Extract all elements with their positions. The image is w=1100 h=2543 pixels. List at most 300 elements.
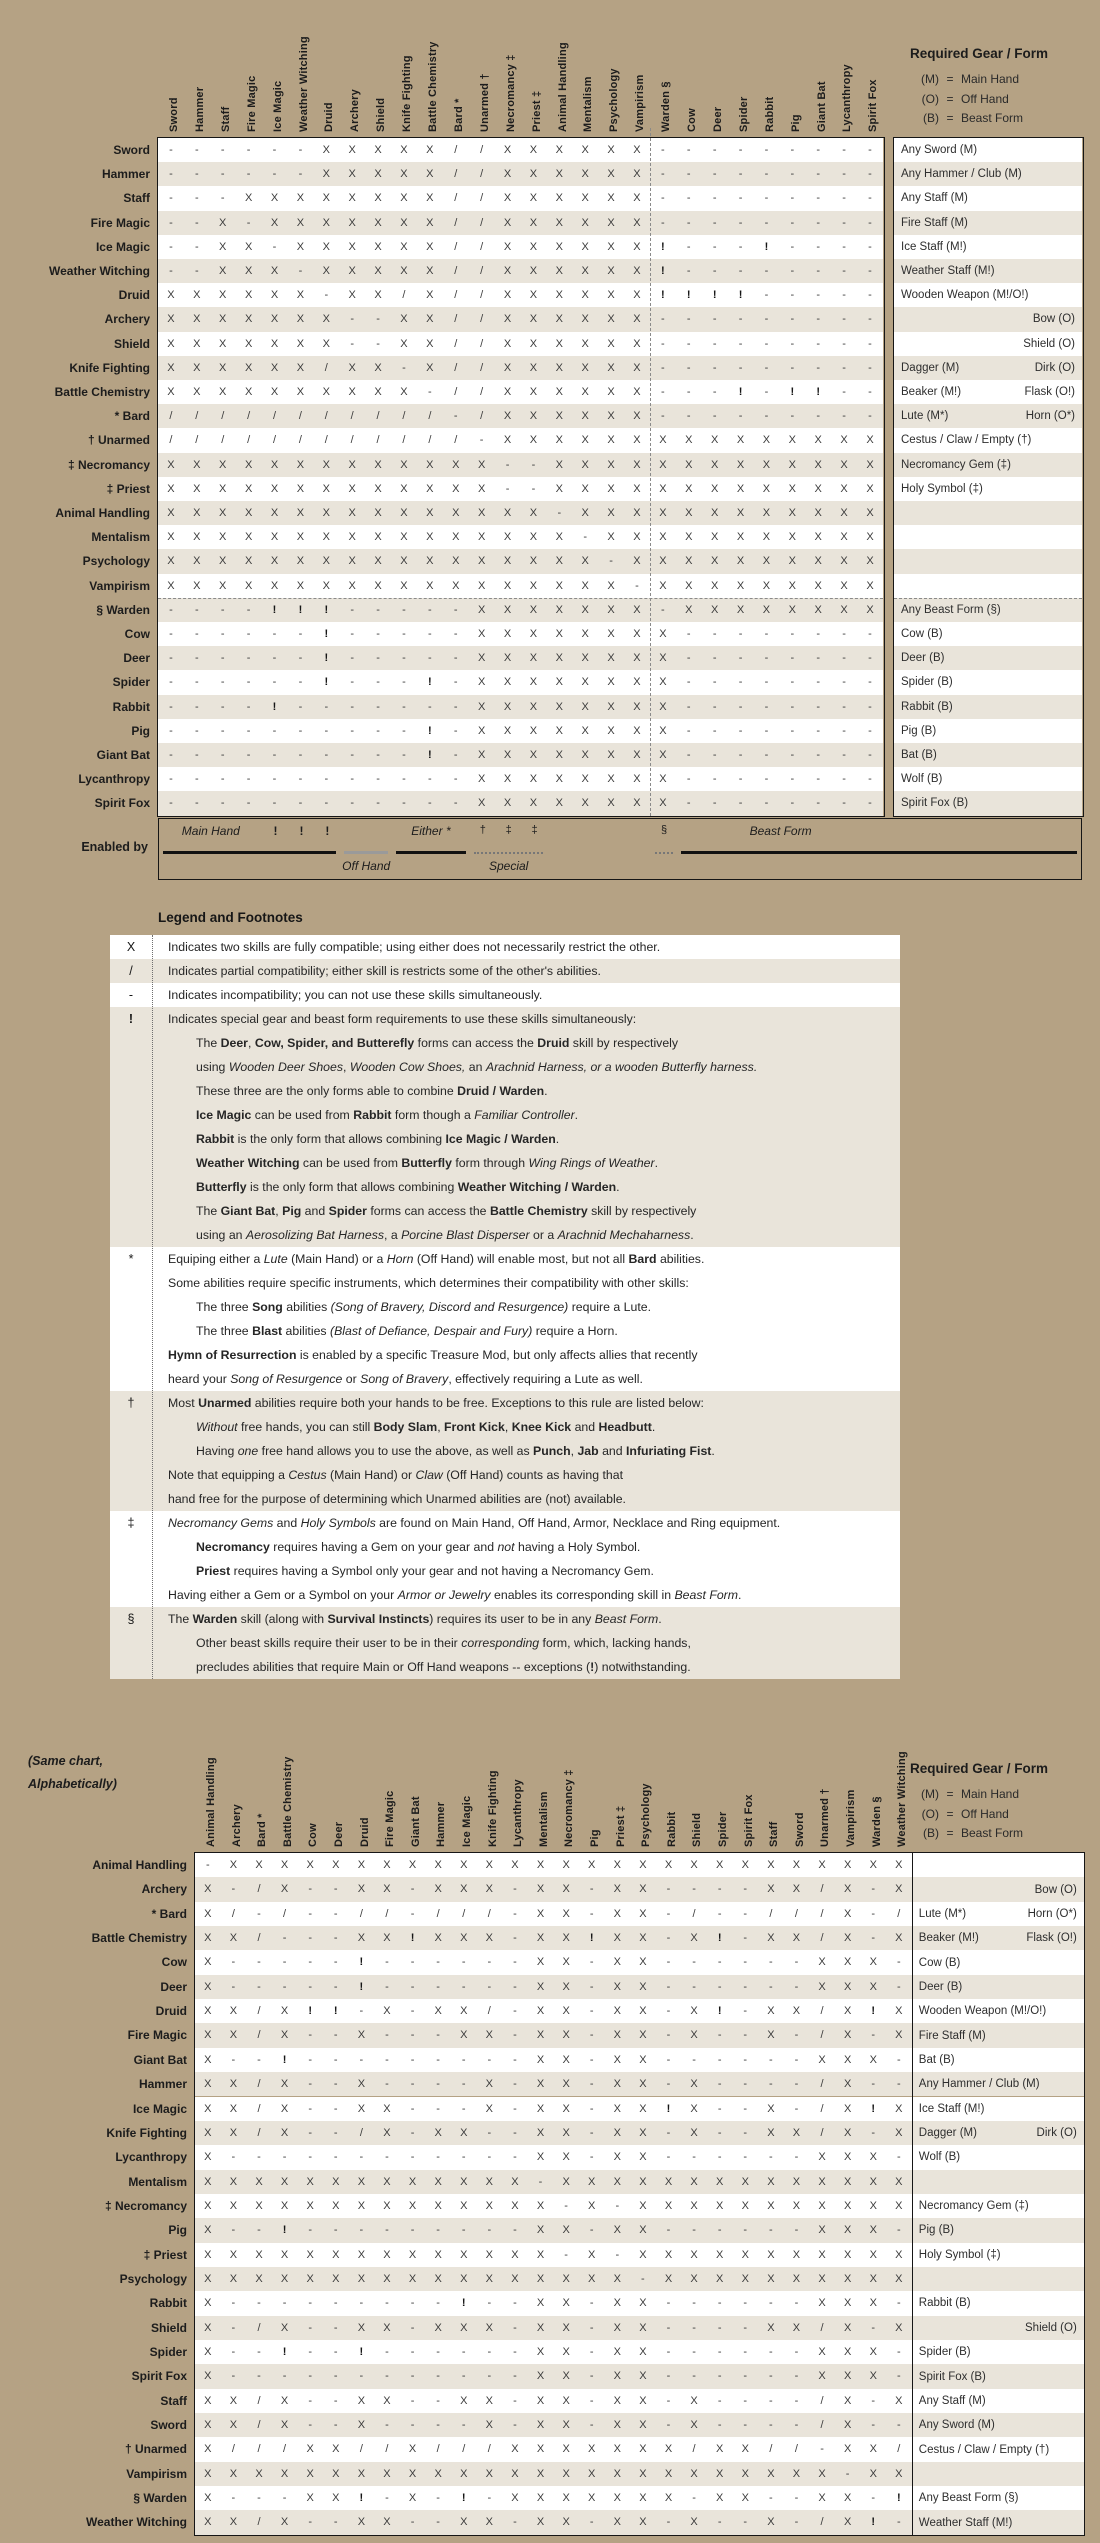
row-label: ‡ Necromancy [104, 2198, 187, 2213]
gear-main: Ice Staff (M!) [918, 2102, 985, 2115]
matrix-cell: X [503, 216, 512, 229]
matrix-cell: - [436, 2370, 440, 2383]
matrix-cell: X [280, 2078, 289, 2091]
matrix-cell: - [790, 361, 795, 374]
matrix-cell: X [536, 2272, 545, 2285]
matrix-cell: - [717, 2346, 722, 2358]
matrix-cell: - [513, 2029, 517, 2042]
matrix-cell: X [374, 168, 382, 181]
matrix-cell: - [308, 2370, 312, 2383]
matrix-cell: X [690, 2419, 698, 2432]
matrix-cell: - [195, 797, 199, 810]
matrix-cell: / [324, 361, 328, 374]
matrix-cell: X [229, 2199, 238, 2212]
gear-off: Horn (O*) [1027, 1907, 1077, 1920]
matrix-cell: X [659, 555, 667, 568]
matrix-cell: - [436, 2053, 440, 2066]
matrix-cell: - [589, 2029, 594, 2042]
column-header: Necromancy ‡ [504, 54, 517, 132]
matrix-cell: - [790, 168, 795, 181]
matrix-cell: / [221, 410, 225, 423]
matrix-cell: / [487, 2443, 491, 2456]
gear-legend-entry: (B) = Beast Form [923, 1826, 1024, 1840]
matrix-cell: X [741, 2272, 749, 2285]
matrix-cell: - [769, 1980, 773, 1993]
matrix-cell: - [308, 2102, 312, 2115]
matrix-cell: - [868, 797, 872, 810]
matrix-cell: X [503, 313, 512, 326]
legend-line: Ice Magic can be used from Rabbit form though a Familiar Controller. [196, 1108, 579, 1122]
matrix-cell: X [536, 2370, 545, 2383]
matrix-cell: - [324, 700, 329, 713]
matrix-cell: X [613, 1907, 621, 1920]
matrix-cell: - [871, 1883, 876, 1896]
matrix-cell: - [333, 2029, 338, 2042]
matrix-cell: - [246, 628, 251, 640]
matrix-cell: X [843, 2053, 852, 2066]
matrix-cell: X [348, 458, 356, 471]
matrix-cell: - [333, 2297, 338, 2310]
matrix-cell: X [383, 2175, 391, 2188]
matrix-cell: X [296, 507, 305, 519]
matrix-cell: - [686, 192, 691, 205]
matrix-cell: - [764, 700, 769, 713]
axis-segment-gray [344, 851, 388, 854]
gear-main: Cow (B) [918, 1956, 961, 1969]
matrix-cell: ! [324, 628, 329, 640]
matrix-cell: - [868, 386, 872, 398]
matrix-cell: X [193, 361, 201, 374]
matrix-cell: X [270, 482, 279, 495]
matrix-cell: - [794, 2346, 799, 2358]
row-label: Lycanthropy [115, 2150, 187, 2165]
matrix-cell: - [868, 337, 872, 350]
matrix-cell: - [257, 2053, 261, 2066]
matrix-cell: X [639, 2346, 647, 2358]
matrix-cell: - [272, 168, 277, 181]
matrix-cell: X [529, 700, 538, 713]
matrix-cell: X [536, 2224, 545, 2237]
matrix-cell: X [664, 2199, 673, 2212]
matrix-cell: - [842, 652, 846, 665]
matrix-cell: X [788, 555, 796, 568]
matrix-cell: X [426, 144, 434, 156]
row-label: Cow [124, 627, 150, 641]
matrix-cell: - [282, 2151, 287, 2164]
enabled-by-mark: † [479, 824, 486, 836]
matrix-cell: X [581, 240, 589, 253]
gear-off: Dirk (O) [1034, 361, 1075, 374]
column-header: Cow [307, 1823, 320, 1847]
matrix-cell: - [712, 144, 717, 156]
matrix-cell: / [257, 2005, 261, 2018]
legend-line: Necromancy Gems and Holy Symbols are found on Main Hand, Off Hand, Armor, Necklace and Ring equipment. [168, 1516, 781, 1530]
gear-main: Spider (B) [918, 2346, 971, 2359]
matrix-cell: / [480, 240, 484, 253]
matrix-cell: X [814, 458, 822, 471]
matrix-cell: / [454, 168, 458, 181]
matrix-cell: X [895, 2029, 903, 2042]
matrix-cell: / [820, 2102, 824, 2115]
matrix-cell: - [589, 2224, 594, 2237]
matrix-cell: X [710, 507, 719, 519]
matrix-cell: - [402, 361, 406, 374]
matrix-cell: - [790, 749, 795, 761]
matrix-cell: - [169, 724, 173, 737]
matrix-cell: X [244, 555, 253, 568]
matrix-cell: X [460, 2248, 468, 2261]
matrix-cell: - [896, 2370, 901, 2383]
matrix-cell: - [666, 2346, 671, 2358]
matrix-cell: - [738, 410, 743, 423]
matrix-cell: - [589, 2297, 594, 2310]
matrix-cell: - [842, 192, 846, 205]
matrix-cell: - [666, 2078, 671, 2091]
matrix-cell: - [195, 192, 199, 205]
matrix-cell: - [350, 652, 355, 665]
matrix-cell: - [231, 2492, 236, 2505]
matrix-cell: X [818, 2297, 826, 2310]
matrix-cell: - [333, 2370, 338, 2383]
matrix-cell: - [272, 724, 277, 737]
matrix-cell: - [641, 2272, 645, 2285]
row-label: Weather Witching [48, 264, 150, 278]
matrix-cell: X [690, 2078, 698, 2091]
matrix-cell: - [246, 700, 251, 713]
matrix-cell: X [348, 361, 356, 374]
matrix-cell: - [298, 773, 303, 786]
matrix-cell: X [485, 2394, 493, 2407]
column-header: Pig [589, 1829, 601, 1847]
matrix-cell: X [270, 192, 279, 205]
matrix-cell: - [308, 2297, 312, 2310]
matrix-cell: X [866, 458, 874, 471]
matrix-cell: - [428, 386, 432, 398]
matrix-cell: - [308, 2346, 312, 2358]
matrix-cell: - [666, 2005, 671, 2018]
column-header: Warden § [870, 1796, 883, 1847]
matrix-cell: X [204, 2467, 212, 2480]
matrix-cell: X [529, 337, 538, 350]
matrix-cell: X [193, 289, 201, 302]
matrix-cell: - [816, 628, 821, 640]
matrix-cell: - [692, 2346, 696, 2358]
matrix-cell: - [712, 240, 717, 253]
matrix-cell: - [666, 1956, 671, 1969]
matrix-cell: - [385, 2419, 389, 2432]
matrix-cell: X [296, 482, 305, 495]
matrix-cell: - [712, 410, 717, 423]
matrix-cell: X [788, 458, 796, 471]
matrix-cell: X [348, 579, 356, 592]
matrix-cell: X [383, 2126, 391, 2139]
column-header: Spirit Fox [867, 79, 880, 132]
matrix-cell: X [818, 2272, 826, 2285]
matrix-cell: - [794, 2029, 799, 2042]
matrix-cell: - [764, 192, 769, 205]
matrix-cell: - [410, 2394, 415, 2407]
matrix-cell: X [357, 2029, 366, 2042]
matrix-cell: X [193, 337, 201, 350]
column-header: Animal Handling [205, 1757, 217, 1847]
matrix-cell: - [436, 2516, 440, 2529]
matrix-cell: - [871, 1907, 876, 1920]
matrix-cell: - [246, 724, 251, 737]
matrix-cell: X [536, 1907, 545, 1920]
matrix-cell: - [868, 289, 872, 302]
matrix-cell: - [376, 676, 380, 689]
matrix-cell: - [661, 192, 665, 205]
matrix-cell: X [633, 168, 641, 181]
gear-off: Dirk (O) [1036, 2127, 1077, 2140]
matrix-cell: / [897, 1907, 901, 1920]
matrix-cell: - [743, 2394, 748, 2407]
matrix-cell: - [743, 2297, 748, 2310]
matrix-cell: X [562, 1883, 570, 1896]
matrix-cell: X [322, 531, 330, 544]
matrix-cell: - [764, 337, 769, 350]
matrix-cell: ! [359, 2346, 364, 2358]
matrix-cell: X [792, 2005, 801, 2018]
matrix-cell: X [204, 1932, 212, 1945]
matrix-cell: X [685, 434, 693, 447]
matrix-cell: X [270, 289, 279, 302]
matrix-cell: X [280, 2175, 289, 2188]
matrix-cell: - [324, 797, 329, 810]
legend-line: hand free for the purpose of determining which Unarmed abilities are (not) available. [168, 1492, 626, 1506]
matrix-cell: - [816, 773, 821, 786]
matrix-cell: - [738, 676, 743, 689]
matrix-cell: X [296, 555, 305, 568]
matrix-cell: X [400, 337, 408, 350]
legend-line: Some abilities require specific instruments, which determines their compatibility with other skills: [168, 1276, 689, 1290]
matrix-cell: ! [661, 265, 665, 277]
matrix-cell: X [204, 1907, 212, 1920]
matrix-cell: X [536, 2443, 545, 2456]
matrix-cell: - [513, 2126, 517, 2139]
matrix-cell: X [280, 2029, 289, 2042]
matrix-cell: - [376, 337, 380, 350]
legend-line: Note that equipping a Cestus (Main Hand) or Claw (Off Hand) counts as having that [168, 1468, 624, 1482]
matrix-cell: X [219, 216, 227, 229]
matrix-cell: X [255, 2467, 263, 2480]
matrix-cell: - [871, 2078, 876, 2091]
matrix-cell: - [428, 628, 432, 640]
matrix-cell: X [581, 337, 589, 350]
matrix-cell: X [716, 2467, 724, 2480]
matrix-cell: - [717, 1883, 722, 1896]
matrix-cell: - [231, 1956, 236, 1969]
matrix-cell: / [324, 434, 328, 447]
matrix-cell: X [426, 192, 434, 205]
matrix-cell: X [383, 2005, 391, 2018]
matrix-cell: - [842, 797, 846, 810]
matrix-cell: - [564, 2248, 568, 2261]
matrix-cell: - [686, 749, 691, 761]
row-label: Pig [131, 723, 150, 738]
legend-symbol: - [128, 988, 134, 1002]
matrix-cell: - [794, 1956, 799, 1969]
matrix-cell: - [246, 676, 251, 689]
matrix-cell: / [221, 434, 225, 447]
matrix-cell: - [195, 749, 199, 761]
matrix-cell: - [686, 168, 691, 181]
matrix-cell: X [741, 2492, 749, 2505]
matrix-cell: X [613, 1980, 621, 1993]
matrix-cell: X [613, 2224, 621, 2237]
enabled-by-axis [158, 818, 1082, 880]
matrix-cell: X [613, 2029, 621, 2042]
matrix-cell: X [843, 2394, 852, 2407]
matrix-cell: X [562, 1932, 570, 1945]
matrix-cell: - [272, 749, 277, 761]
matrix-cell: X [383, 2199, 391, 2212]
matrix-cell: - [764, 144, 769, 156]
matrix-cell: X [710, 531, 719, 544]
enabled-by-mark: ! [273, 824, 278, 838]
matrix-cell: X [460, 1932, 468, 1945]
matrix-cell: / [820, 1932, 824, 1945]
matrix-cell: X [219, 265, 227, 277]
matrix-cell: - [453, 773, 458, 786]
matrix-cell: X [664, 2248, 673, 2261]
matrix-cell: / [257, 2102, 261, 2115]
matrix-cell: - [589, 2053, 594, 2066]
matrix-cell: - [453, 628, 458, 640]
matrix-cell: - [738, 168, 743, 181]
matrix-cell: - [272, 797, 277, 810]
matrix-cell: X [460, 2005, 468, 2018]
gear-main: Pig (B) [901, 724, 937, 737]
matrix-cell: - [402, 676, 406, 689]
matrix-cell: X [555, 192, 563, 205]
matrix-cell: X [219, 361, 227, 374]
matrix-cell: ! [359, 1956, 364, 1969]
matrix-cell: - [513, 2078, 517, 2091]
matrix-cell: - [231, 2151, 236, 2164]
matrix-cell: X [485, 2029, 493, 2042]
matrix-cell: - [717, 1980, 722, 1993]
matrix-cell: X [485, 2467, 493, 2480]
matrix-cell: - [661, 144, 665, 156]
gear-border [893, 137, 1084, 818]
matrix-cell: ! [666, 2102, 671, 2115]
matrix-cell: X [555, 313, 563, 326]
row-label: Giant Bat [133, 2052, 187, 2067]
matrix-cell: X [607, 361, 615, 374]
matrix-cell: - [333, 1907, 338, 1920]
matrix-cell: - [794, 2394, 799, 2407]
enabled-by-mark: ! [325, 824, 330, 838]
matrix-cell: / [247, 410, 251, 423]
matrix-cell: ! [738, 289, 743, 302]
matrix-cell: / [350, 434, 354, 447]
matrix-cell: X [426, 361, 434, 374]
matrix-cell: - [717, 2053, 722, 2066]
matrix-cell: X [434, 2199, 442, 2212]
matrix-cell: / [820, 2029, 824, 2042]
matrix-cell: - [513, 1980, 517, 1993]
matrix-cell: X [374, 240, 382, 253]
matrix-cell: X [895, 2126, 903, 2139]
matrix-cell: - [513, 2516, 517, 2529]
matrix-cell: / [480, 410, 484, 423]
matrix-cell: X [633, 603, 641, 616]
matrix-cell: X [607, 652, 615, 665]
matrix-cell: - [350, 749, 355, 761]
matrix-cell: / [769, 2443, 773, 2456]
matrix-cell: X [204, 2394, 212, 2407]
matrix-cell: / [359, 2126, 363, 2139]
matrix-cell: X [562, 2370, 570, 2383]
matrix-cell: X [613, 2151, 621, 2164]
matrix-cell: - [871, 2419, 876, 2432]
matrix-cell: X [690, 2394, 698, 2407]
matrix-cell: X [477, 555, 486, 568]
matrix-cell: ! [324, 676, 329, 689]
row-label: Shield [150, 2320, 187, 2335]
column-header: Sword [793, 1812, 806, 1847]
matrix-cell: X [244, 289, 253, 302]
row-label: ‡ Priest [106, 481, 150, 496]
matrix-cell: - [816, 289, 821, 302]
row-label: Staff [160, 2393, 187, 2408]
matrix-cell: - [410, 2516, 415, 2529]
matrix-cell: - [738, 361, 743, 374]
row-label: Spirit Fox [94, 796, 150, 811]
matrix-cell: X [767, 2272, 775, 2285]
matrix-cell: X [529, 434, 538, 447]
row-label: Pig [168, 2223, 187, 2238]
matrix-cell: X [581, 434, 589, 447]
matrix-cell: - [842, 410, 846, 423]
matrix-cell: X [613, 2297, 621, 2310]
matrix-cell: X [581, 144, 589, 156]
matrix-cell: - [333, 2321, 338, 2334]
matrix-cell: X [814, 603, 822, 616]
matrix-cell: - [385, 1956, 389, 1969]
axis-segment-solid [396, 851, 466, 854]
matrix-cell: / [480, 337, 484, 350]
matrix-cell: X [229, 2272, 238, 2285]
matrix-cell: X [383, 1883, 391, 1896]
matrix-border [157, 137, 885, 818]
matrix-cell: X [536, 1980, 545, 1993]
matrix-cell: X [866, 603, 874, 616]
matrix-cell: X [204, 2346, 212, 2358]
matrix-cell: - [589, 1907, 594, 1920]
matrix-cell: - [195, 144, 199, 156]
matrix-cell: X [270, 531, 279, 544]
matrix-cell: X [536, 1956, 545, 1969]
matrix-cell: - [790, 289, 795, 302]
row-label: Hammer [101, 167, 150, 182]
matrix-cell: X [607, 482, 615, 495]
matrix-cell: - [871, 2394, 876, 2407]
matrix-cell: X [767, 2321, 775, 2334]
matrix-cell: X [374, 216, 382, 229]
matrix-cell: X [555, 555, 563, 568]
gear-legend-entry: (B) = Beast Form [923, 111, 1024, 125]
matrix-cell: - [402, 724, 406, 737]
matrix-cell: - [609, 555, 613, 568]
matrix-cell: X [167, 531, 175, 544]
matrix-cell: X [503, 240, 512, 253]
enabled-by-mark: ‡ [505, 824, 512, 836]
matrix-cell: / [454, 240, 458, 253]
legend-line: Butterfly is the only form that allows combining Weather Witching / Warden. [196, 1180, 620, 1194]
matrix-cell: - [246, 603, 251, 616]
